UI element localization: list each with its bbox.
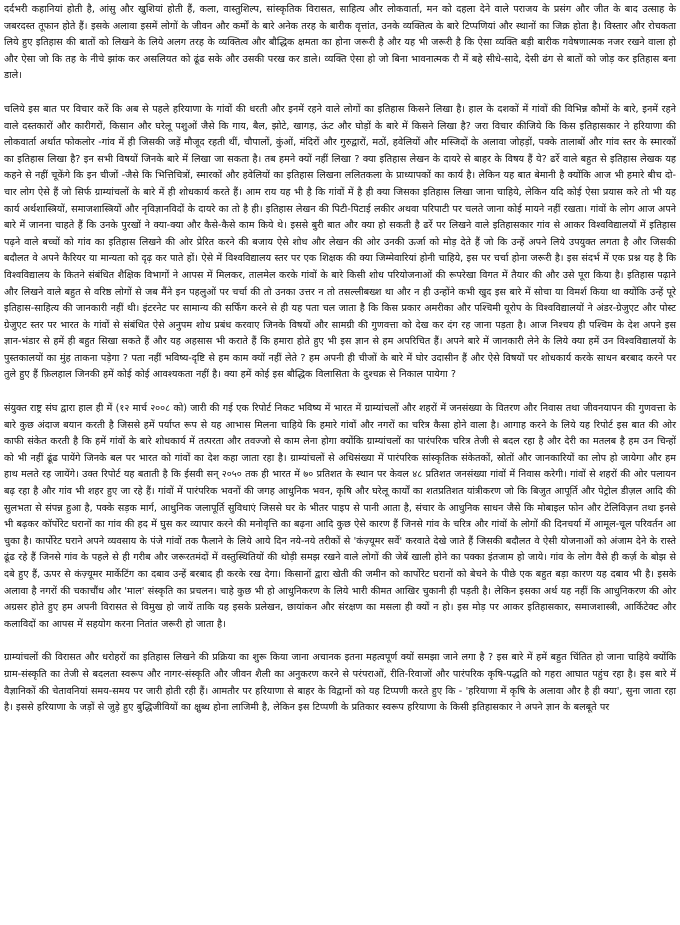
paragraph-village-history: चलिये इस बात पर विचार करें कि अब से पहले हरियाणा के गांवों की धरती और इनमें रहने वाले लोगों का इतिहास किसने लिखा है। हाल के दशकों में गांवों की विभिन्न कौमों के बारे, इनमें रहने वाले दस्तकारों और कारीगरों, किसान और घरेलू पशुओं जैसे कि गाय, बैल, झोटे, खागड़, ऊंट और घोड़ों के बारे में किसने लिखा है? जरा विचार कीजिये कि किस इतिहासकार ने हरियाणा की लोकवार्ता अर्थात फोकलोर -गांव में ही जिसकी जड़ें मौजूद रहती थीं, चौपालों, कुंओं, मंदिरों और गुरुद्वारों, मठों, हवेलियों और मस्जिदों के अलावा जोहड़ों, पक्के तालाबों और गांव स्तर के स्मारकों का इतिहास लिखा है? इन सभी विषयों जिनके बारे में लिखा जा सकता है। तब हमने क्यों नहीं लिखा ? क्या इतिहास लेखन के दायरे से बाहर के विषय हैं ये? ढर्रे वाले बहुत से इतिहास लेखक यह कहने से नहीं चूकेंगे कि इन चीजों -जैसे कि भित्तिचित्रों, स्मारकों और हवेलियों का इतिहास लिखना ललितकला के प्राध्यापकों का कार्य है। लेकिन यह बात बेमानी है क्योंकि आज भी हमारे बीच दो-चार लोग ऐसे हैं जो सिर्फ ग्राम्यांचलों के बारे में ही शोधकार्य करते हैं। आम राय यह भी है कि गांवों में है ही क्या जिसका इतिहास लिखा जाना चाहिये, लेकिन यदि कोई ऐसा प्रयास करे तो भी यह कार्य अर्थशास्त्रियों, समाजशास्त्रियों और नृविज्ञानविदों के दायरे का तो है ही। इतिहास लेखन की पिटी-पिटाई लकीर अथवा परिपाटी पर चलते जाना कोई मायने नहीं रखता। गांवों के लोग आज अपने बारे में जानना चाहते हैं कि उनके पुरखों ने क्या-क्या और कैसे-कैसे काम किये थे। इससे बुरी बात और क्या हो सकती है ढर्रे पर लिखने वाले इतिहासकार गांव से आकर विश्वविद्यालयों में इतिहास पढ़ने वाले बच्चों को गांव का इतिहास लिखने की ओर प्रेरित करने की बजाय ऐसे शोध और लेखन की ओर उनकी ऊर्जा को मोड़ देते हैं जो कि उन्हें अपने लिये उपयुक्त लगता है और जिसकी बदौलत वे अपने कैरियर या मान्यता को दृढ़ कर पाते हों। ऐसे में विश्वविद्यालय स्तर पर एक शिक्षक की क्या जिम्मेवारियां होनी चाहिये, इस पर चर्चा होना जरूरी है। इस संदर्भ में एक प्रश्न यह है कि विश्वविद्यालय के कितने संबंधित शैक्षिक विभागों ने आपस में मिलकर, तालमेल करके गांवों के बारे किसी शोध परियोजनाओं की रूपरेखा विगत में तैयार की और उसे पूरा किया है। इतिहास पढ़ाने और लिखने वाले बहुत से वरिष्ठ लोगों से जब मैंने इन पहलुओं पर चर्चा की तो उनका उत्तर न तो तसल्लीबख्श था और न ही उन्होंने कभी खुद इस बारे में सोचा या विमर्श किया था क्योंकि उन्हें पूरे इतिहास-साहित्य की जानकारी नहीं थी। इंटरनेट पर सामान्य की सर्फिंग करने से ही यह पता चल जाता है कि किस प्रकार अमरीका और पश्चिमी यूरोप के विश्वविद्यालयों ने अंडर-ग्रेजुएट और पोस्ट ग्रेजुएट स्तर पर भारत के गांवों से संबंधित ऐसे अनुपम शोध प्रबंध करवाए जिनके विषयों और सामग्री की गुणवत्ता को देख कर दंग रह जाना पड़ता है। आज निश्चय ही पश्चिम के देश अपने इस ज्ञान-भंडार से हमें ही बहुत सिखा सकते हैं और यह अहसास भी कराते हैं कि हमारा होते हुए भी इस ज्ञान से हम अपरिचित हैं। अपने बारे में जानकारी लेने के लिये क्या हमें उन विश्वविद्यालयों के पुस्तकालयों का मुंह ताकना पड़ेगा ? पता नहीं भविष्य-दृष्टि से हम काम क्यों नहीं लेते ? हम अपनी ही चीजों के बारे में घोर उदासीन हैं और ऐसे विषयों पर शोधकार्य करके साधन बरबाद करने पर तुले हुए हैं फ़िलहाल जिनकी हमें कोई कोई आवश्यकता नहीं है। क्या हमें कोई इस बौद्धिक विलासिता के दुश्चक्र से निकाल पायेगा ? xyxy=(4,103,676,381)
paragraph-intro: दर्दभरी कहानियां होती है, आंसु और खुशियां होती हैं, कला, वास्तुशिल्प, सांस्कृतिक विरासत, साहित्य और लोकवार्ता, मन को दहला देने वाले पराजय के प्रसंग और जीत के बाद उत्साह के जबरदस्त तूफान होते हैं। इसके अलावा इसमें लोगों के जीवन और कर्मों के बारे अनेक तरह के बारीक वृत्तांत, उनके व्यक्तित्व के बारे टिप्पणियां और स्थानों का जिक्र होता है। विस्तार और रोचकता लिये हुए इतिहास की बातों को लिखने के लिये अलग तरह के व्यक्तित्व और बौद्धिक क्षमता का होना जरूरी है और यह भी जरूरी है कि ऐसा व्यक्ति बड़ी बारीक गवेषणात्मक नजर रखने वाला हो और ऐसा जो कि तह के नीचे झांक कर असलियत को ढूंढ सके और उसकी परख कर डाले। व्यक्ति ऐसा हो जो बिना भावनात्मक रौ में बहे सीधे-सादे, देसी ढंग से बातों को जोड़ कर इतिहास बना डाले। xyxy=(4,4,676,82)
paragraph-heritage: ग्राम्यांचलों की विरासत और धरोहरों का इतिहास लिखने की प्रक्रिया का शुरू किया जाना अचानक इतना महत्वपूर्ण क्यों समझा जाने लगा है ? इस बारे में हमें बहुत चिंतित हो जाना चाहिये क्योंकि ग्राम-संस्कृति का तेजी से बदलता स्वरूप और नागर-संस्कृति और जीवन शैली का अनुकरण करने से परंपराओं, रीति-रिवाजों और पारंपरिक कृषि-पद्धति को गहरा आघात पहुंच रहा है। इस बारे में वैज्ञानिकों की चेतावनियां समय-समय पर जारी होती रही हैं। आमतौर पर हरियाणा से बाहर के विद्वानों को यह टिप्पणी करते हुए कि - 'हरियाणा में कृषि के अलावा और है ही क्या', सुना जाता रहा है। इससे हरियाणा के जड़ों से जुड़े हुए बुद्धिजीवियों का क्षुब्ध होना लाजिमी है, लेकिन इस टिप्पणी के प्रतिकार स्वरूप हरियाणा के किसी इतिहासकार ने अपने ज्ञान के बलबूते पर xyxy=(4,652,676,714)
paragraph-un-report: संयुक्त राष्ट्र संघ द्वारा हाल ही में (१२ मार्च २००८ को) जारी की गई एक रिपोर्ट निकट भविष्य में भारत में ग्राम्यांचलों और शहरों में जनसंख्या के वितरण और निवास तथा जीवनयापन की गुणवत्ता के बारे कुछ अंदाज बयान करती है जिससे हमें पर्याप्त रूप से यह आभास मिलना चाहिये कि हमारे गांवों और नगरों का चरित्र कैसा होने वाला है। आगाह करने के लिये यह रिपोर्ट इस बात की ओर काफी संकेत करती है कि हमें गांवों के बारे शोधकार्य में तत्परता और तवज्जो से काम लेना होगा क्योंकि ग्राम्यांचलों का पारंपरिक चरित्र तेजी से बदल रहा है और देरी का मतलब है हम उन चिन्हों को भी नहीं ढूंढ पायेंगे जिनके बल पर भारत को गांवों का देश कहा जाता रहा है। ग्राम्यांचलों से अधिसंख्या में पारंपरिक सांस्कृतिक संकेतकों, स्रोतों और जानकारियों का लोप हो जायेगा और हम हाथ मलते रह जायेंगे। उक्त रिपोर्ट यह बताती है कि ईसवी सन् २०५० तक ही भारत में ७० प्रतिशत के स्थान पर केवल ४८ प्रतिशत जनसंख्या गांवों में निवास करेगी। गांवों से शहरों की ओर पलायन बढ़ रहा है और गांव भी शहर हुए जा रहे हैं। गांवों में पारंपरिक भवनों की जगह आधुनिक भवन, कृषि और घरेलू कार्यों का शतप्रतिशत यांत्रीकरण जो कि बिजुत आपूर्ति और पेट्रोल डीज़ल आदि की सुलभता से संपन्न हुआ है, पक्के सड़क मार्ग, आधुनिक जलापूर्ति सुविधाएं जिससे घर के भीतर पाइप से पानी आता है, संचार के आधुनिक साधन जैसे कि मोबाइल फोन और टेलिविज़न तथा इनसे भी बढ़कर कॉर्पोरेट घरानों का गांव की हद में घुस कर व्यापार करने की मनोवृत्ति का बढ़ना आदि कुछ ऐसे कारण हैं जिनसे गांव के चरित्र और गांवों के लोगों की दिनचर्या में आमूल-चूल परिवर्तन आ चुका है। कार्पोरेट घराने अपने व्यवसाय के पंजे गांवों तक फैलाने के लिये आये दिन नये-नये तरीकों से 'कंज़्यूमर सर्वे' करवाते देखे जाते हैं जिसकी बदौलत वे ऐसी योजनाओं को अंजाम देने के रास्ते ढूंढ रहे हैं जिनसे गांव के पहले से ही गरीब और जरूरतमंदों में वस्तुस्थितियों की थोड़ी समझ रखने वाले लोगों की जेबें खाली होने का पक्का इंतजाम हो जाये। गांव के लोग वैसे ही कर्ज़ के बोझ से दबे हुए हैं, ऊपर से कंज़्यूमर मार्केटिंग का दबाव उन्हें बरबाद ही करके रख देगा। किसानों द्वारा खेती की जमीन को कार्पोरेट घरानों को बेचने के पीछे एक बहुत बड़ा कारण यह दबाव भी है। इसके अलावा है नगरों की चकाचौंध और 'माल' संस्कृति का प्रचलन। चाहे कुछ भी हो आधुनिकरण के लिये भारी कीमत आखिर चुकानी ही पड़ती है। लेकिन इसका अर्थ यह नहीं कि आधुनिकरण की ओर अग्रसर होते हुए हम अपनी विरासत से विमुख हो जायें ताकि यह इसके प्रलेखन, छायांकन और संरक्षण का मसला ही क्यों न हो। इस मोड़ पर आकर इतिहासकार, समाजशास्त्री, आर्किटेक्ट और कलाविदों का आपस में सहयोग करना नितांत जरूरी हो जाता है। xyxy=(4,403,676,630)
